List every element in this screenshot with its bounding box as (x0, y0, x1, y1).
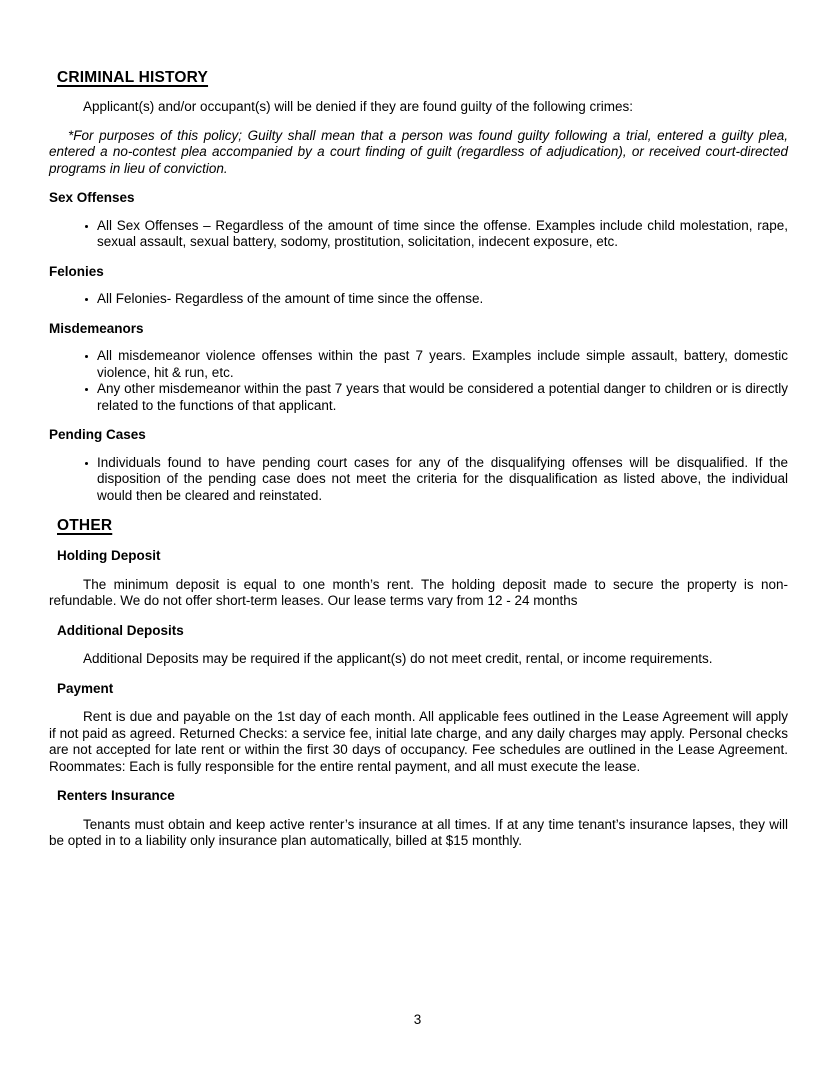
payment-body: Rent is due and payable on the 1st day of each month. All applicable fees outlined in the Lease Agreement will apply if not paid as agreed. Returned Checks: a service fee, initial late charge, and any daily charges may apply. Personal checks are not accepted for late rent or within the first 30 days of occupancy. Fee schedules are outlined in the Lease Agreement. Roommates: Each is fully responsible for the entire rental payment, and all must execute the lease. (49, 709, 788, 774)
other-title: OTHER (57, 517, 113, 534)
pending-cases-list (49, 455, 788, 505)
list-item: All Felonies- Regardless of the amount of time since the offense. (97, 291, 788, 308)
guilty-policy-note: *For purposes of this policy; Guilty shall mean that a person was found guilty following a trial, entered a guilty plea, entered a no-contest plea accompanied by a court finding of guilt (regardless of adjudication), or received court-directed programs in lieu of conviction. (49, 127, 788, 176)
payment-heading: Payment (57, 680, 114, 696)
page-number: 3 (413, 1012, 422, 1027)
list-item: Individuals found to have pending court cases for any of the disqualifying offenses will be disqualified. If the disposition of the pending case does not meet the criteria for the disqualification as listed above, the individual would then be cleared and reinstated. (97, 454, 788, 503)
sex-offenses-list (49, 218, 788, 251)
sex-offenses-heading: Sex Offenses (49, 190, 135, 205)
criminal-history-title: CRIMINAL HISTORY (57, 69, 209, 86)
holding-deposit-body: The minimum deposit is equal to one month’s rent. The holding deposit made to secure the property is non- refundable. We do not offer short-term leases. Our lease terms vary from 12 - 24 months (49, 576, 788, 608)
pending-cases-heading: Pending Cases (49, 427, 146, 442)
renters-insurance-body: Tenants must obtain and keep active renter’s insurance at all times. If at any time tenant’s insurance lapses, they will be opted in to a liability only insurance plan automatically, billed at $15 monthly. (49, 816, 788, 848)
felonies-list (49, 291, 788, 308)
list-item: Any other misdemeanor within the past 7 years that would be considered a potential danger to children or is directly related to the functions of that applicant. (97, 381, 788, 413)
criminal-history-intro: Applicant(s) and/or occupant(s) will be denied if they are found guilty of the following crimes: (83, 99, 634, 114)
misdemeanors-heading: Misdemeanors (49, 320, 144, 336)
holding-deposit-heading: Holding Deposit (57, 548, 161, 563)
felonies-heading: Felonies (49, 263, 104, 279)
renters-insurance-heading: Renters Insurance (57, 788, 175, 803)
misdemeanors-list (49, 348, 788, 414)
list-item: All Sex Offenses – Regardless of the amount of time since the offense. Examples include child molestation, rape, sexual assault, sexual battery, sodomy, prostitution, solicitation, indecent exposure, etc. (97, 217, 788, 249)
additional-deposits-body: Additional Deposits may be required if the applicant(s) do not meet credit, rental, or income requirements. (83, 651, 713, 666)
list-item: All misdemeanor violence offenses within the past 7 years. Examples include simple assault, battery, domestic violence, hit & run, etc. (97, 348, 788, 380)
additional-deposits-heading: Additional Deposits (57, 622, 184, 638)
